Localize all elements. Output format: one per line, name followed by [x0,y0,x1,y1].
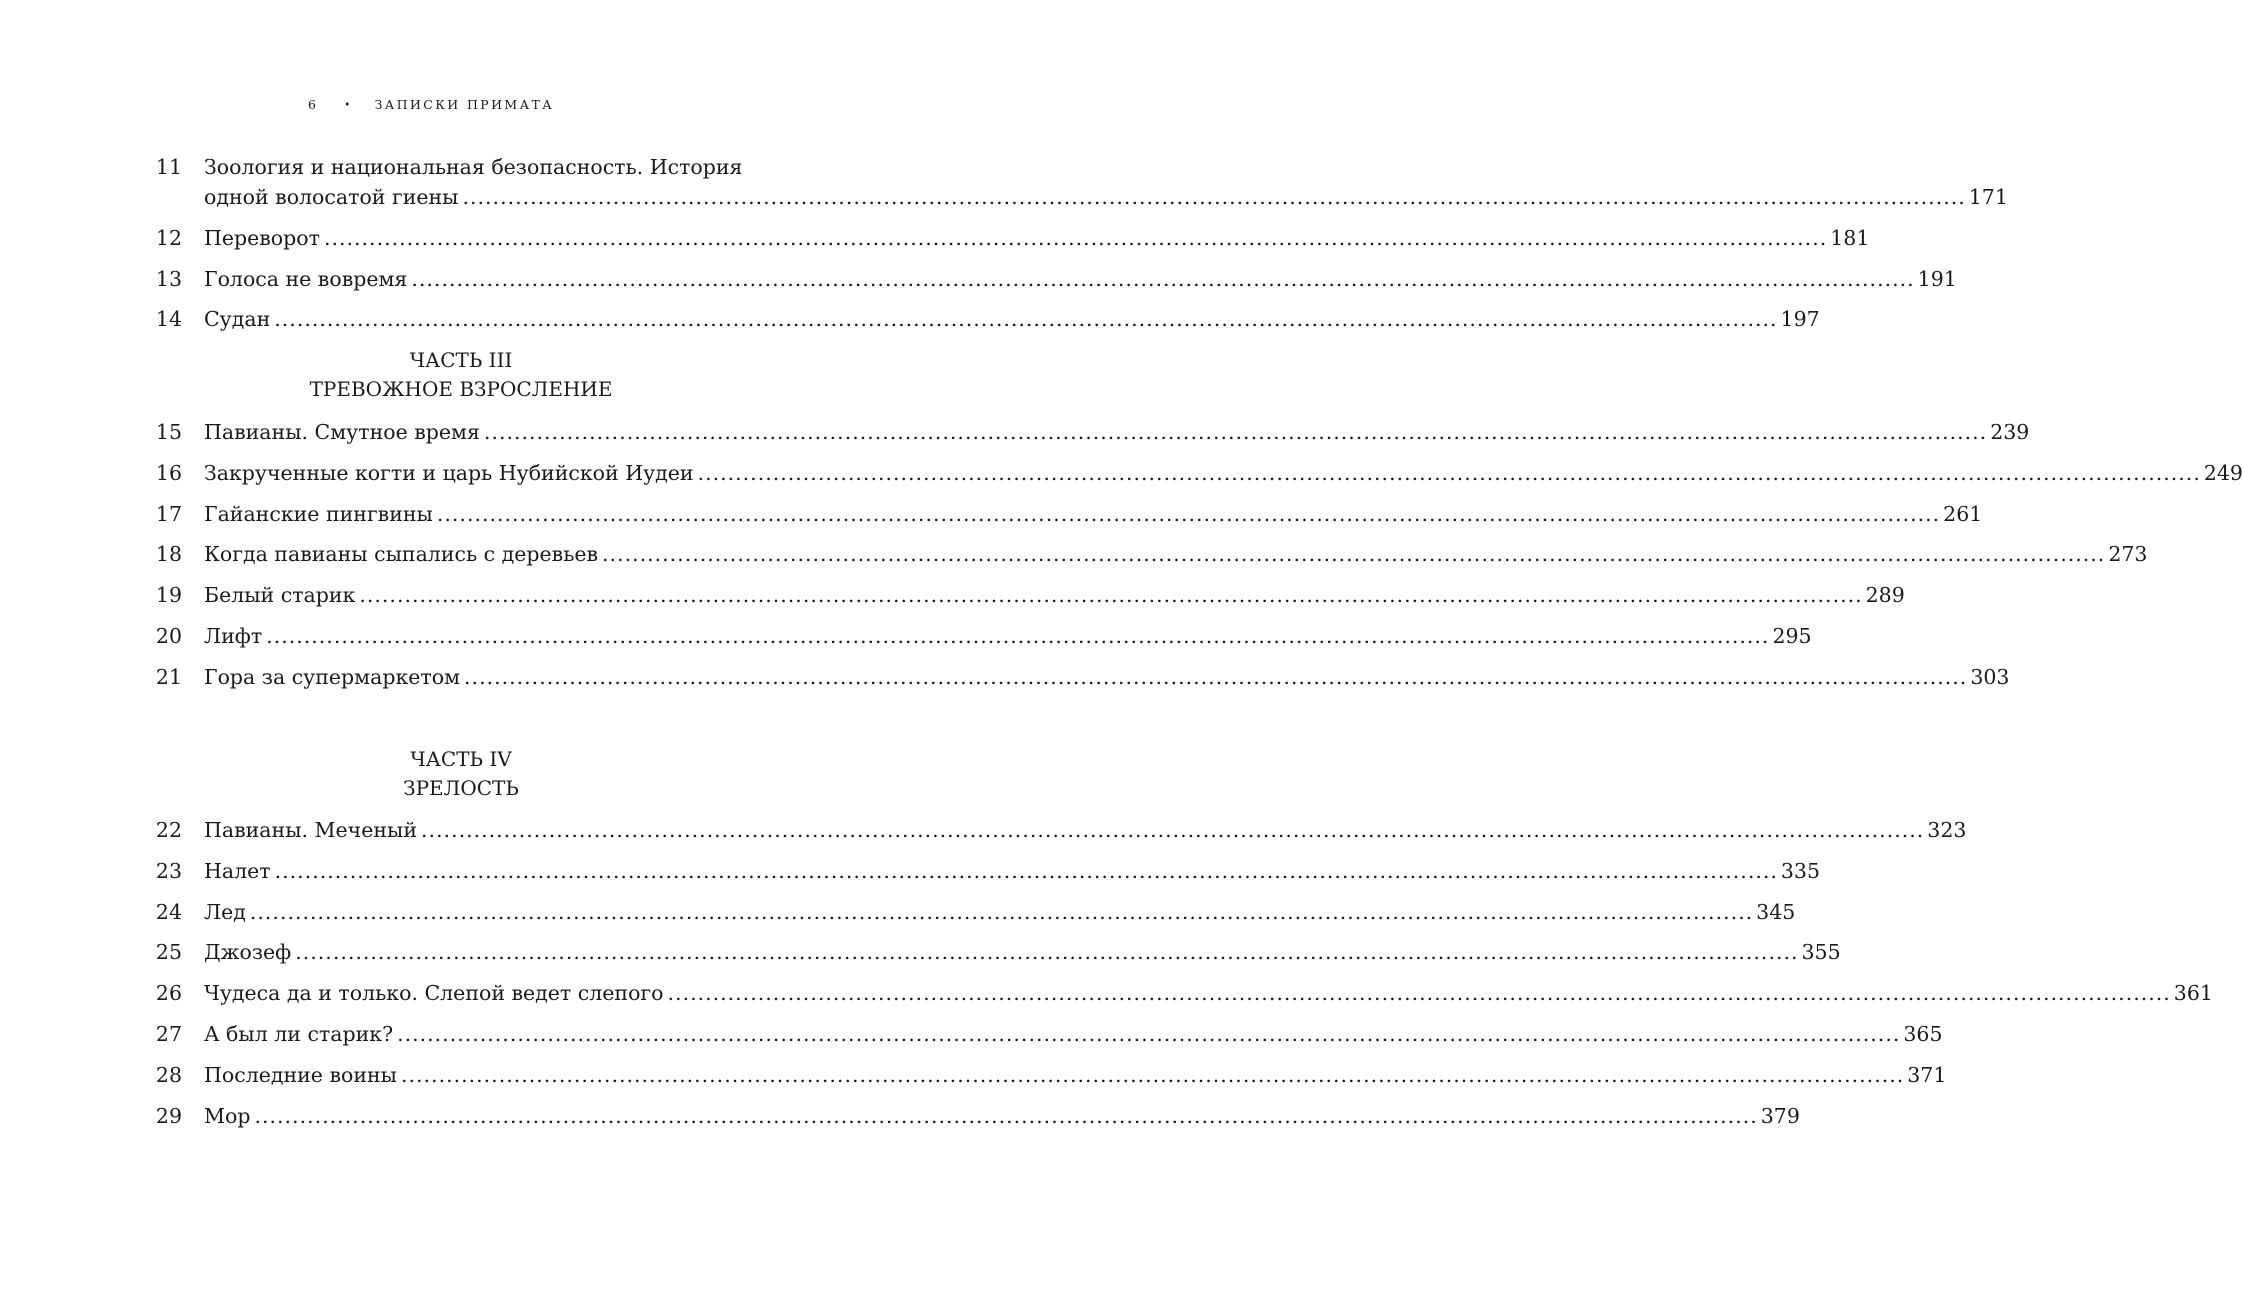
toc-group-a [150,152,2008,345]
toc-group-c [150,815,2213,1141]
page-ref: 303 [1970,664,2010,689]
chapter-title: Налет [204,858,271,883]
chapter-number: 18 [155,542,182,567]
toc-entry-12[interactable] [150,223,1870,253]
part-label: ЧАСТЬ IV [410,747,512,771]
page-ref: 345 [1756,899,1796,924]
part-heading-3 [150,346,772,404]
page-ref: 181 [1830,225,1870,250]
page-ref: 249 [2203,460,2243,485]
chapter-title: Когда павианы сыпались с деревьев [204,542,599,567]
chapter-title: Белый старик [204,583,356,608]
toc-entry-22[interactable] [150,815,1967,845]
chapter-title: Переворот [204,225,320,250]
dot-leader: ........................................................................................................................................................................................................ [400,1062,1905,1087]
dot-leader: ........................................................................................................................................................................................................ [323,225,1828,250]
page-ref: 273 [2108,542,2148,567]
dot-leader: ........................................................................................................................................................................................................ [464,664,1968,689]
part-title: ТРЕВОЖНОЕ ВЗРОСЛЕНИЕ [309,377,613,401]
toc-entry-28[interactable] [150,1060,1947,1090]
chapter-number: 15 [155,420,182,444]
toc-entry-16[interactable] [150,458,2243,488]
dot-leader: ........................................................................................................................................................................................................ [483,420,1988,444]
page-ref: 197 [1780,307,1820,332]
toc-entry-20[interactable] [150,621,1812,651]
page-ref: 261 [1943,501,1983,526]
dot-leader: ........................................................................................................................................................................................................ [462,185,1966,209]
dot-leader: ........................................................................................................................................................................................................ [254,1103,1758,1128]
bullet-separator: • [344,100,353,111]
part-label: ЧАСТЬ III [409,348,513,372]
toc-entry-29[interactable] [150,1101,1800,1131]
dot-leader: ........................................................................................................................................................................................................ [295,940,1799,965]
dot-leader: ........................................................................................................................................................................................................ [667,981,2171,1006]
chapter-number: 25 [155,940,182,965]
toc-entry-26[interactable] [150,978,2213,1008]
toc-entry-27[interactable] [150,1019,1943,1049]
chapter-title: Лед [204,899,246,924]
running-head [0,96,862,115]
toc-entry-23[interactable] [150,856,1821,886]
toc-entry-21[interactable] [150,662,2010,692]
toc-entry-18[interactable] [150,539,2148,569]
chapter-number: 22 [155,818,182,842]
page-ref: 355 [1801,940,1841,965]
page-ref: 335 [1780,858,1821,883]
toc-entry-13[interactable] [150,264,1957,294]
chapter-title: Мор [204,1103,251,1128]
chapter-title: Судан [204,307,271,332]
toc-entry-24[interactable] [150,897,1796,927]
page-number: 6 [307,97,319,112]
toc-entry-14[interactable] [150,304,1820,334]
page-ref: 239 [1990,420,2030,444]
chapter-title-line2: одной волосатой гиены [204,185,459,209]
page-ref: 191 [1917,266,1957,291]
chapter-title: Павианы. Меченый [204,818,417,842]
page-ref: 371 [1907,1062,1947,1087]
chapter-number: 24 [155,899,182,924]
chapter-number: 21 [155,664,182,689]
page-ref: 365 [1903,1021,1943,1046]
dot-leader: ........................................................................................................................................................................................................ [397,1021,1901,1046]
page-ref: 289 [1865,583,1905,608]
page-ref: 295 [1772,623,1812,648]
toc-entry-15[interactable] [150,417,2030,447]
dot-leader: ........................................................................................................................................................................................................ [266,623,1770,648]
chapter-number: 27 [155,1021,182,1046]
dot-leader: ........................................................................................................................................................................................................ [359,583,1863,608]
toc-entry-17[interactable] [150,499,1983,529]
chapter-number: 13 [155,266,182,291]
part-heading-4 [150,745,772,803]
dot-leader: ........................................................................................................................................................................................................ [602,542,2106,567]
chapter-number: 23 [155,858,182,883]
toc-entry-19[interactable] [150,580,1905,610]
dot-leader: ........................................................................................................................................................................................................ [411,266,1915,291]
chapter-number: 29 [155,1103,182,1128]
chapter-number: 17 [155,501,182,526]
chapter-title: Джозеф [204,940,292,965]
chapter-number: 11 [155,155,182,179]
chapter-title: Лифт [204,623,263,648]
chapter-title: Гора за супермаркетом [204,664,461,689]
chapter-number: 26 [155,981,182,1006]
chapter-title: А был ли старик? [204,1021,394,1046]
page-ref: 361 [2173,981,2213,1006]
chapter-number: 20 [155,623,182,648]
chapter-number: 14 [155,307,182,332]
chapter-number: 19 [155,583,182,608]
chapter-number: 28 [155,1062,182,1087]
toc-entry-11[interactable] [150,152,2008,212]
page-ref: 323 [1927,818,1967,842]
page-ref: 171 [1968,185,2008,209]
part-title: ЗРЕЛОСТЬ [403,776,519,800]
toc-group-b [150,417,2243,703]
chapter-title: Последние воины [204,1062,397,1087]
dot-leader: ........................................................................................................................................................................................................ [274,307,1778,332]
chapter-number: 12 [155,225,182,250]
dot-leader: ........................................................................................................................................................................................................ [436,501,1941,526]
dot-leader: ........................................................................................................................................................................................................ [421,818,1925,842]
chapter-title: Павианы. Смутное время [204,420,480,444]
book-title: ЗАПИСКИ ПРИМАТА [374,97,555,112]
chapter-title: Чудеса да и только. Слепой ведет слепого [204,981,664,1006]
dot-leader: ........................................................................................................................................................................................................ [697,460,2201,485]
chapter-title: Закрученные когти и царь Нубийской Иудеи [204,460,694,485]
toc-entry-25[interactable] [150,937,1841,967]
chapter-title: Голоса не вовремя [204,266,408,291]
chapter-number: 16 [155,460,182,485]
page-ref: 379 [1760,1103,1800,1128]
dot-leader: ........................................................................................................................................................................................................ [274,858,1778,883]
chapter-title: Гайанские пингвины [204,501,433,526]
dot-leader: ........................................................................................................................................................................................................ [249,899,1754,924]
chapter-title-line1: Зоология и национальная безопасность. История [204,155,743,179]
